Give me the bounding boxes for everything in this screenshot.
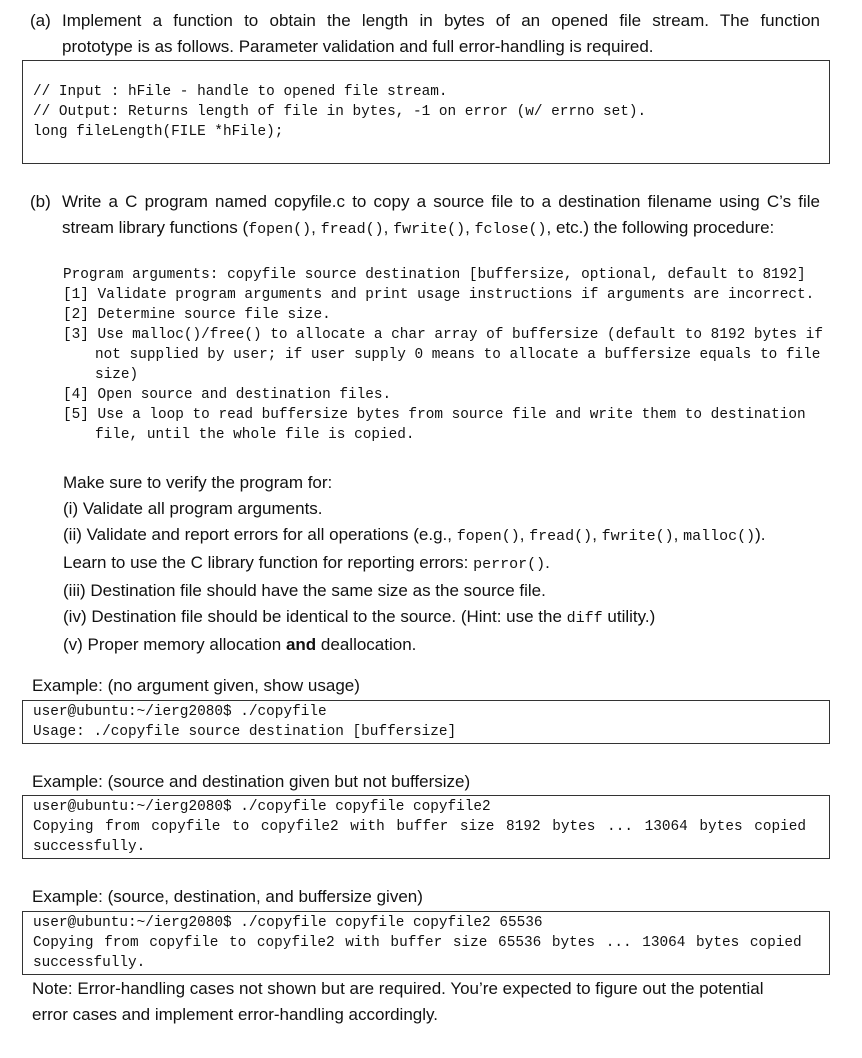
fn-fwrite: fwrite() — [393, 221, 466, 238]
fn-fwrite: fwrite() — [601, 528, 674, 545]
example-1-caption: Example: (no argument given, show usage) — [32, 676, 360, 695]
text: ). — [755, 525, 766, 544]
code-line: // Output: Returns length of file in bytes, -1 on error (w/ errno set). — [33, 104, 647, 120]
text: , — [592, 525, 602, 544]
verify-list — [63, 470, 843, 658]
procedure-args: Program arguments: copyfile source destination [buffersize, optional, default to 8192] — [63, 267, 806, 283]
text: (iv) Destination file should be identical to the source. (Hint: use the — [63, 607, 567, 626]
terminal-line: user@ubuntu:~/ierg2080$ ./copyfile — [33, 704, 327, 720]
verify-item-ii — [63, 522, 843, 550]
text: . — [545, 553, 550, 572]
part-b-line1: Write a C program named copyfile.c to copy a source file to a destination filename using C’s file — [62, 192, 820, 211]
part-b-label: (b) — [30, 192, 51, 211]
example-1-terminal — [22, 700, 830, 744]
text: Error-handling cases not shown but are required. You’re expected to figure out the potential — [72, 979, 764, 998]
procedure-step-1: [1] Validate program arguments and print usage instructions if arguments are incorrect. — [63, 287, 815, 303]
example-3-terminal — [22, 911, 830, 975]
procedure-step-4: [4] Open source and destination files. — [63, 387, 392, 403]
text: , — [673, 525, 684, 544]
part-a-line2: prototype is as follows. Parameter validation and full error-handling is required. — [62, 37, 654, 56]
verify-item-iii: (iii) Destination file should have the same size as the source file. — [63, 581, 546, 600]
text: , — [311, 218, 321, 237]
text: stream library functions ( — [62, 218, 249, 237]
note-line1 — [32, 976, 822, 1002]
procedure-step-3-cont: size) — [95, 367, 139, 383]
procedure-block — [63, 265, 823, 445]
procedure-step-5: [5] Use a loop to read buffersize bytes from source file and write them to destination — [63, 407, 806, 423]
verify-learn — [63, 550, 843, 578]
fn-fopen: fopen() — [248, 221, 312, 238]
procedure-step-2: [2] Determine source file size. — [63, 307, 331, 323]
text: (v) Proper memory allocation — [63, 635, 286, 654]
verify-intro: Make sure to verify the program for: — [63, 473, 333, 492]
part-b-line2 — [62, 215, 774, 243]
text: , etc.) the following procedure: — [546, 218, 775, 237]
text: utility.) — [602, 607, 656, 626]
text: deallocation. — [316, 635, 417, 654]
example-2-caption: Example: (source and destination given but not buffersize) — [32, 772, 471, 791]
note-label: Note: — [32, 979, 73, 998]
verify-item-iv — [63, 604, 843, 632]
terminal-line: user@ubuntu:~/ierg2080$ ./copyfile copyfile copyfile2 65536 — [33, 915, 543, 931]
verify-item-v — [63, 632, 843, 658]
note — [32, 976, 822, 1028]
text: (ii) Validate and report errors for all operations (e.g., — [63, 525, 457, 544]
fn-fread: fread() — [320, 221, 384, 238]
terminal-line: user@ubuntu:~/ierg2080$ ./copyfile copyfile copyfile2 — [33, 799, 491, 815]
code-line: long fileLength(FILE *hFile); — [33, 124, 284, 140]
text: , — [465, 218, 475, 237]
text: Learn to use the C library function for reporting errors: — [63, 553, 474, 572]
code-line: // Input : hFile - handle to opened file stream. — [33, 84, 448, 100]
terminal-line: successfully. — [33, 839, 146, 855]
verify-item-i: (i) Validate all program arguments. — [63, 499, 323, 518]
fn-malloc: malloc() — [683, 528, 756, 545]
fn-perror: perror() — [473, 556, 546, 573]
cmd-diff: diff — [566, 610, 603, 627]
bold-text: and — [285, 635, 317, 654]
part-a-line1: Implement a function to obtain the length in bytes of an opened file stream. The function — [62, 11, 820, 30]
example-2-terminal — [22, 795, 830, 859]
procedure-step-3: [3] Use malloc()/free() to allocate a char array of buffersize (default to 8192 bytes if — [63, 327, 823, 343]
part-a-code-box — [22, 60, 830, 164]
text: , — [519, 525, 530, 544]
fn-fopen: fopen() — [456, 528, 520, 545]
terminal-line: Copying from copyfile to copyfile2 with buffer size 8192 bytes ... 13064 bytes copied — [33, 819, 807, 835]
fn-fclose: fclose() — [474, 221, 547, 238]
terminal-line: successfully. — [33, 955, 146, 971]
text: , — [383, 218, 394, 237]
part-a-label: (a) — [30, 11, 51, 30]
procedure-step-5-cont: file, until the whole file is copied. — [95, 427, 415, 443]
terminal-line: Copying from copyfile to copyfile2 with buffer size 65536 bytes ... 13064 bytes copied — [33, 935, 802, 951]
terminal-line: Usage: ./copyfile source destination [buffersize] — [33, 724, 457, 740]
example-3-caption: Example: (source, destination, and buffersize given) — [32, 887, 423, 906]
fn-fread: fread() — [529, 528, 593, 545]
procedure-step-3-cont: not supplied by user; if user supply 0 means to allocate a buffersize equals to file — [95, 347, 821, 363]
note-line2: error cases and implement error-handling accordingly. — [32, 1005, 438, 1024]
